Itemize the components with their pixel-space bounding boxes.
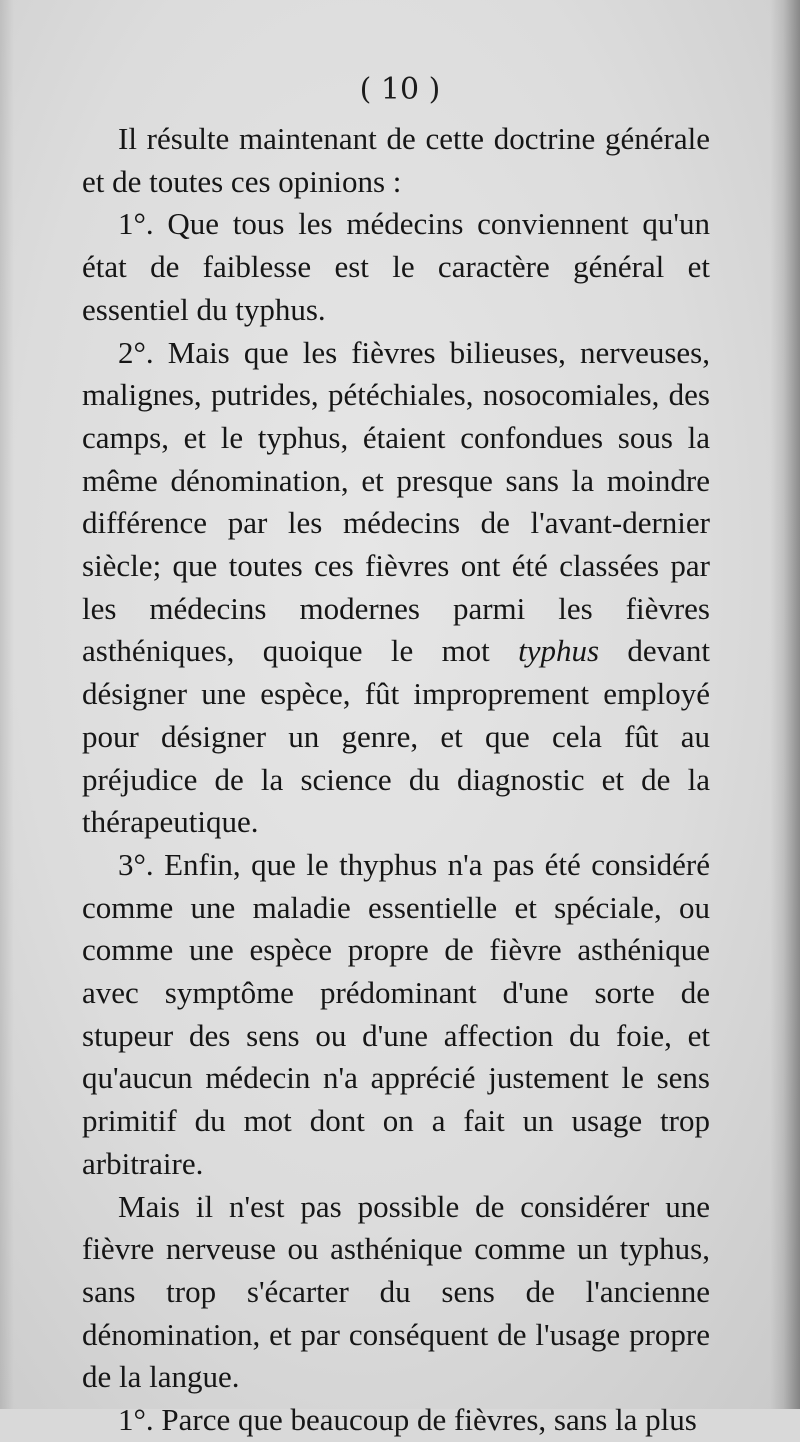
paragraph-reason-1 (82, 1399, 710, 1442)
paragraph-text: 3°. Enfin, que le thyphus n'a pas été considéré comme une maladie essentielle et spéciale, ou comme une espèce propre de fièvre asthénique avec symptôme prédominant d'une sorte de stupeur des sens ou d'une affection du foie, et qu'aucun médecin n'a apprécié justement le sens primitif du mot dont on a fait un usage trop arbitraire. (82, 846, 710, 1181)
paragraph-text: Mais il n'est pas possible de considérer une fièvre nerveuse ou asthénique comme un typhus, sans trop s'écarter du sens de l'ancienne dénomination, et par conséquent de l'usage propre de la langue. (82, 1188, 710, 1395)
paragraph-objection (82, 1186, 710, 1400)
page-number: ( 10 ) (359, 72, 441, 107)
paragraph-text-continued: devant désigner une espèce, fût improprement employé pour désigner un genre, et que cela fût au préjudice de la science du diagnostic et de la thérapeutique. (82, 633, 710, 840)
paragraph-text: 1°. Que tous les médecins conviennent qu'un état de faiblesse est le caractère général et essentiel du typhus. (82, 206, 710, 327)
page-gutter-shadow (770, 0, 800, 1409)
page-left-shadow (0, 0, 14, 1409)
paragraph-text: 2°. Mais que les fièvres bilieuses, nerveuses, malignes, putrides, pétéchiales, nosocomiales, des camps, et le typhus, étaient confondues sous la même dénomination, et presque sans la moindre différence par les médecins de l'avant-dernier siècle; que toutes ces fièvres ont été classées par les médecins modernes parmi les fièvres asthéniques, quoique le mot (82, 334, 710, 669)
paragraph-text: 1°. Parce que beaucoup de fièvres, sans la plus (118, 1402, 697, 1438)
italic-term-typhus: typhus (518, 633, 600, 669)
body-text (82, 118, 710, 1442)
paragraph-point-2 (82, 332, 710, 844)
paragraph-point-1 (82, 203, 710, 331)
paragraph-point-3 (82, 844, 710, 1186)
paragraph-conclusion-intro (82, 118, 710, 203)
paragraph-text: Il résulte maintenant de cette doctrine générale et de toutes ces opinions : (82, 121, 710, 199)
